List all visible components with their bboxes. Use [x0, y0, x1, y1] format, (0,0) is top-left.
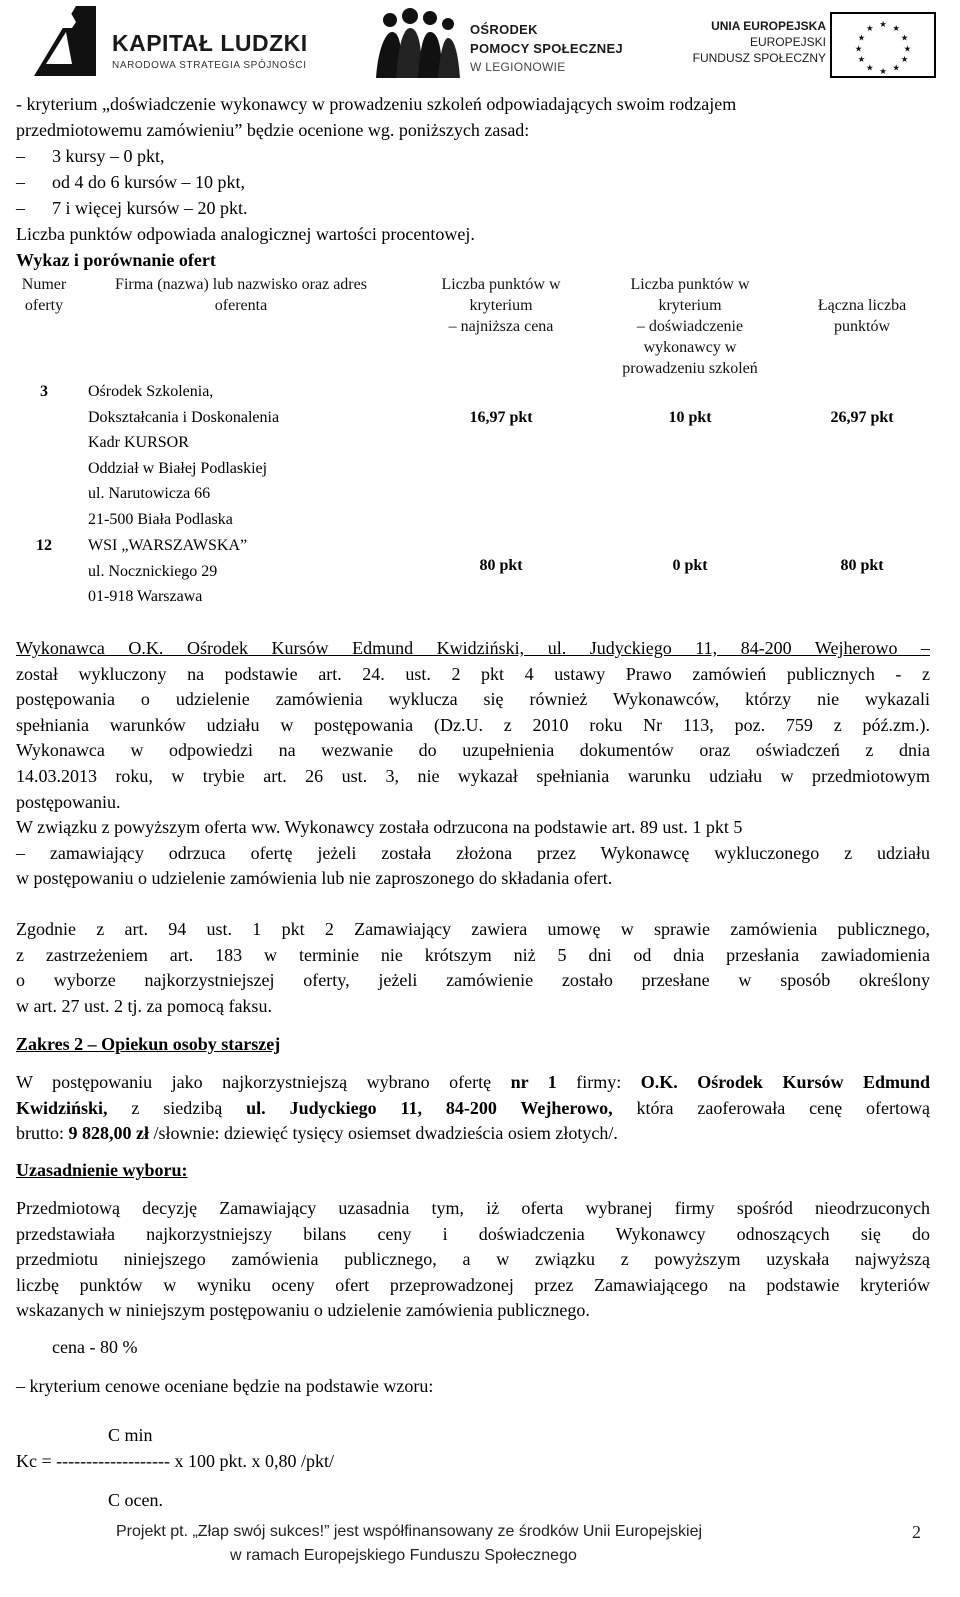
table-header-row: [14, 274, 938, 379]
exclusion-line: W związku z powyższym oferta ww. Wykonawcy została odrzucona na podstawie art. 89 ust. 1 pkt 5: [16, 817, 743, 838]
footer-line-1: Projekt pt. „Złap swój sukces!” jest współfinansowany ze środków Unii Europejskiej: [116, 1523, 703, 1540]
exclusion-line: Wykonawca w odpowiedzi na wezwanie do uzupełnienia dokumentów oraz oświadczeń z dnia: [16, 740, 930, 761]
row-price-score: 80 pkt: [479, 557, 523, 574]
header-experience-criterion: Liczba punktów w kryterium – doświadczenie wykonawcy w prowadzeniu szkoleń: [622, 276, 758, 377]
intro-line-3: Liczba punktów odpowiada analogicznej wartości procentowej.: [16, 224, 475, 244]
row-number: 12: [36, 537, 52, 554]
eu-flag-icon: [830, 12, 936, 78]
agreement-line: z zastrzeżeniem art. 183 w terminie nie krótszym niż 5 dni od dnia przesłania zawiadomienia: [16, 944, 930, 965]
ue-line-2: EUROPEJSKI: [749, 35, 826, 49]
agreement-line: w art. 27 ust. 2 tj. za pomocą faksu.: [16, 995, 272, 1016]
kapital-ludzki-subtitle: NARODOWA STRATEGIA SPÓJNOŚCI: [112, 60, 307, 71]
exclusion-line: 14.03.2013 roku, w trybie art. 26 ust. 3, nie wykazał spełniania warunku udziału w przedmiotowym: [16, 765, 930, 786]
justification-heading: Uzasadnienie wyboru:: [16, 1160, 188, 1180]
ue-line-1: UNIA EUROPEJSKA: [711, 19, 826, 33]
justification-paragraph: [16, 1196, 930, 1324]
table-title: Wykaz i porównanie ofert: [16, 250, 216, 270]
svg-text:★: ★: [879, 66, 887, 77]
formula-kc: Kc = ------------------- x 100 pkt. x 0,80 /pkt/: [16, 1451, 335, 1471]
agreement-line: o wyborze najkorzystniejszej oferty, jeżeli zamówienie zostało przesłane w sposób określony: [16, 970, 930, 991]
header-firm: Firma (nazwa) lub nazwisko oraz adres oferenta: [115, 276, 367, 314]
row-total-score: 80 pkt: [840, 557, 884, 574]
zakres-2-line: Kwidziński, z siedzibą ul. Judyckiego 11, 84-200 Wejherowo, która zaoferowała cenę ofertową: [16, 1097, 931, 1118]
offers-table: [14, 274, 938, 611]
row-number: 3: [40, 383, 48, 400]
table-row: [14, 379, 938, 533]
kapital-ludzki-logo: [32, 4, 322, 78]
exclusion-line: – zamawiający odrzuca ofertę jeżeli została złożona przez Wykonawcę wykluczonego z udziału: [16, 842, 930, 863]
kapital-ludzki-title: KAPITAŁ LUDZKI: [112, 30, 308, 56]
ue-text: [686, 18, 826, 66]
svg-text:★: ★: [900, 32, 909, 43]
formula-criterion: – kryterium cenowe oceniane będzie na podstawie wzoru:: [16, 1376, 434, 1396]
zakres-2-line: brutto: 9 828,00 zł /słownie: dziewięć tysięcy osiemset dwadzieścia osiem złotych/.: [16, 1123, 618, 1144]
formula-cmin: C min: [108, 1425, 153, 1445]
justification-line: liczbę punktów w wyniku oceny ofert przeprowadzonej przez Zamawiającego na podstawie kryteriów: [16, 1274, 930, 1295]
agreement-paragraph: [16, 917, 930, 1019]
row-experience-score: 0 pkt: [672, 557, 708, 574]
svg-text:★: ★: [866, 62, 874, 73]
svg-text:★: ★: [903, 43, 912, 54]
header-number: Numer oferty: [21, 276, 67, 314]
row-experience-score: 10 pkt: [668, 409, 712, 426]
ue-line-3: FUNDUSZ SPOŁECZNY: [692, 51, 826, 65]
table-row: [14, 533, 938, 611]
exclusion-paragraph: [16, 636, 930, 892]
exclusion-line: spełniania warunków udziału w postępowania (Dz.U. z 2010 roku Nr 113, poz. 759 z póź.zm.).: [16, 714, 930, 735]
row-price-score: 16,97 pkt: [469, 409, 533, 426]
intro-dash-3: – 7 i więcej kursów – 20 pkt.: [16, 198, 248, 218]
intro-line-1: - kryterium „doświadczenie wykonawcy w prowadzeniu szkoleń odpowiadających swoim rodzajem: [16, 94, 737, 114]
svg-text:★: ★: [857, 53, 866, 64]
svg-text:★: ★: [857, 32, 866, 43]
formula-price-weight: cena - 80 %: [52, 1337, 138, 1357]
header-price-criterion: Liczba punktów w kryterium – najniższa cena: [441, 276, 561, 335]
ops-line-3: W LEGIONOWIE: [470, 60, 566, 74]
svg-text:★: ★: [900, 53, 909, 64]
exclusion-line: został wykluczony na podstawie art. 24. ust. 2 pkt 4 ustawy Prawo zamówień publicznych - z: [16, 663, 930, 684]
ops-logo: [372, 8, 632, 78]
zakres-2-paragraph: [16, 1070, 930, 1147]
exclusion-line: postępowania o udzielenie zamówienia wyklucza się również Wykonawców, którzy nie wykazali: [16, 689, 930, 710]
justification-line: przedstawiała najkorzystniejszy bilans ceny i doświadczenia Wykonawcy odnoszących się do: [16, 1223, 930, 1244]
svg-text:★: ★: [892, 22, 900, 33]
agreement-line: Zgodnie z art. 94 ust. 1 pkt 2 Zamawiający zawiera umowę w sprawie zamówienia publicznego,: [16, 919, 930, 939]
ops-line-1: OŚRODEK: [470, 22, 538, 37]
exclusion-line: w postępowaniu o udzielenie zamówienia lub nie zaproszonego do składania ofert.: [16, 868, 613, 889]
formula-cocen: C ocen.: [108, 1490, 163, 1510]
svg-text:★: ★: [854, 43, 863, 54]
page-number: 2: [912, 1522, 921, 1542]
zakres-2-heading: Zakres 2 – Opiekun osoby starszej: [16, 1034, 281, 1054]
justification-line: przedmiotu niniejszego zamówienia publicznego, a w związku z powyższym uzyskała najwyższą: [16, 1249, 930, 1270]
intro-dash-2: – od 4 do 6 kursów – 10 pkt,: [16, 172, 245, 192]
ops-line-2: POMOCY SPOŁECZNEJ: [470, 41, 623, 56]
intro-line-2: przedmiotowemu zamówieniu” będzie ocenione wg. poniższych zasad:: [16, 120, 530, 140]
svg-text:★: ★: [866, 22, 874, 33]
kapital-ludzki-mark-icon: [32, 4, 96, 78]
people-icon: [372, 8, 462, 78]
row-firm: WSI „WARSZAWSKA” ul. Nocznickiego 29 01-918 Warszawa: [88, 537, 248, 605]
svg-text:★: ★: [879, 19, 887, 30]
justification-line: wskazanych w niniejszym postępowaniu o udzielenie zamówienia publicznego.: [16, 1300, 590, 1321]
page-header: [14, 0, 950, 82]
row-total-score: 26,97 pkt: [830, 409, 894, 426]
footer-line-2: w ramach Europejskiego Funduszu Społecznego: [230, 1547, 577, 1564]
zakres-2-line: W postępowaniu jako najkorzystniejszą wybrano ofertę nr 1 firmy: O.K. Ośrodek Kursów Edmund: [16, 1072, 930, 1092]
exclusion-line: postępowaniu.: [16, 791, 121, 812]
justification-line: Przedmiotową decyzję Zamawiający uzasadnia tym, iż oferta wybranej firmy spośród nieodrzuconych: [16, 1198, 930, 1218]
svg-text:★: ★: [892, 62, 900, 73]
row-firm: Ośrodek Szkolenia, Dokształcania i Doskonalenia Kadr KURSOR Oddział w Białej Podlaskiej ul. Narutowicza 66 21-500 Biała Podlaska: [88, 383, 280, 528]
exclusion-line: Wykonawca O.K. Ośrodek Kursów Edmund Kwidziński, ul. Judyckiego 11, 84-200 Wejherowo –: [16, 638, 930, 658]
header-total: Łączna liczba punktów: [817, 297, 907, 335]
intro-dash-1: – 3 kursy – 0 pkt,: [16, 146, 165, 166]
